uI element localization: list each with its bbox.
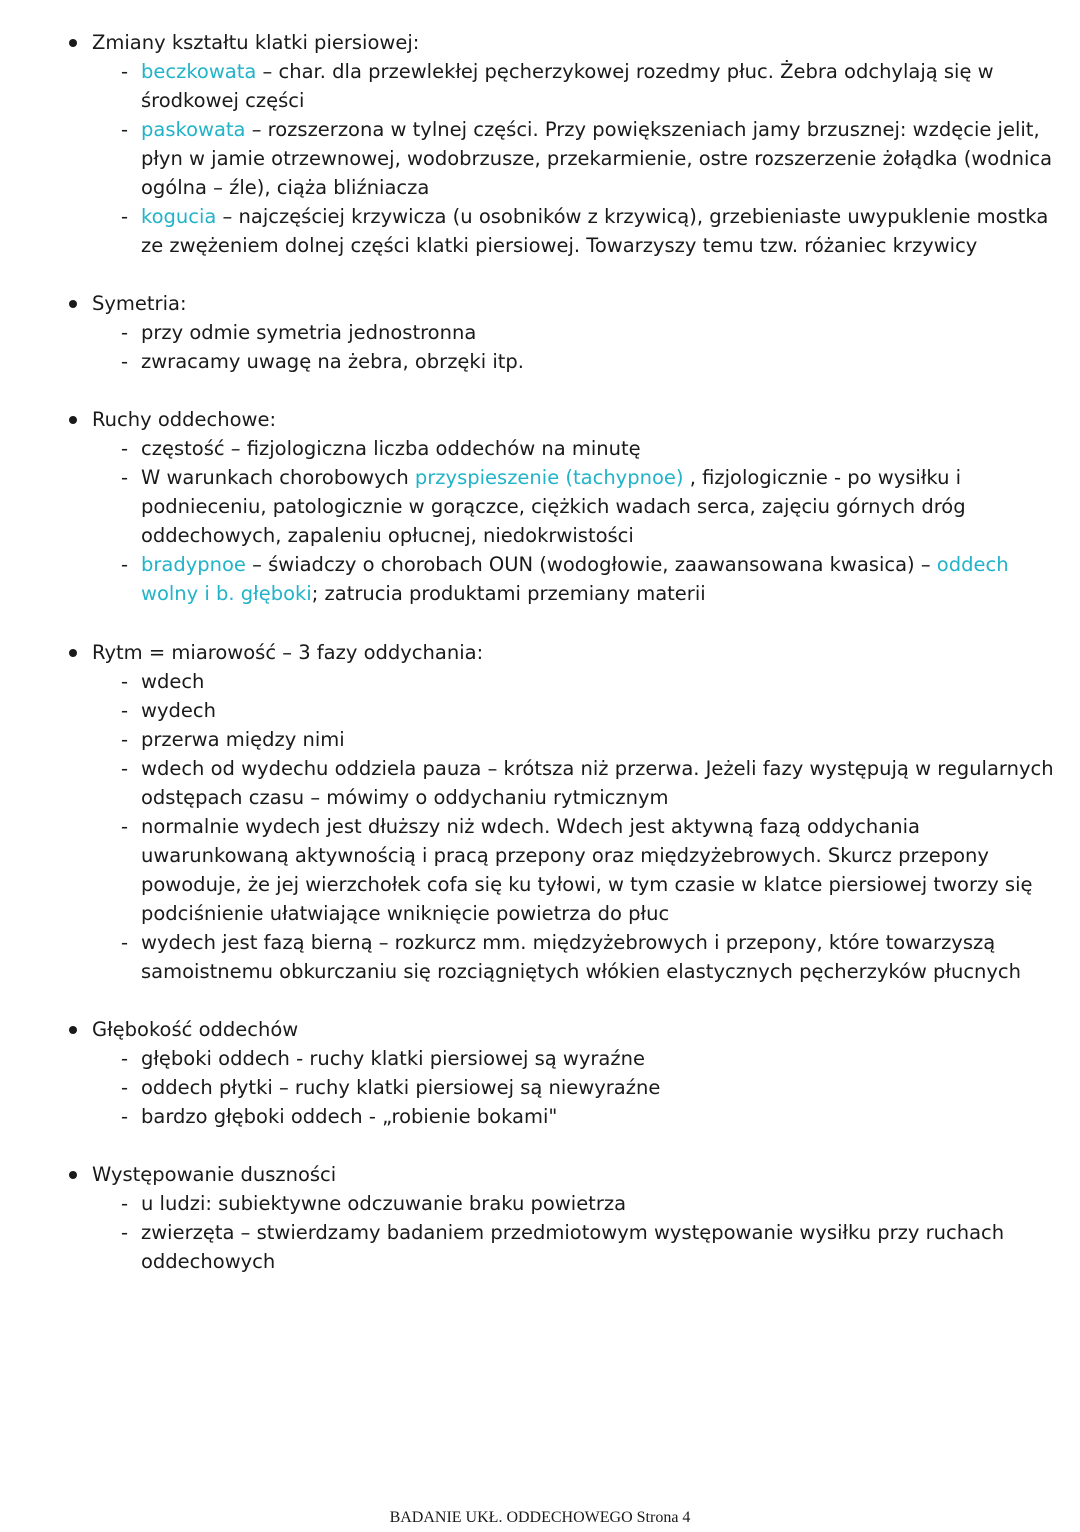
list-item — [115, 725, 1060, 754]
item-text: wydech — [141, 699, 216, 722]
highlighted-term: paskowata — [141, 118, 246, 141]
section-rhythm — [65, 638, 1060, 986]
section-heading: Ruchy oddechowe: — [65, 405, 1060, 434]
item-text: – rozszerzona w tylnej części. Przy powiększeniach jamy brzusznej: wzdęcie jelit, płyn w jamie otrzewnowej, wodobrzusze, przekarmienie, ostre rozszerzenie żołądka (wodnica ogólna – źle), ciąża bliźniacza — [141, 118, 1053, 199]
item-text: głęboki oddech - ruchy klatki piersiowej są wyraźne — [141, 1047, 645, 1070]
list-item — [115, 812, 1060, 928]
section-heading: Zmiany kształtu klatki piersiowej: — [65, 28, 1060, 57]
item-text: przerwa między nimi — [141, 728, 345, 751]
section-breathing-movements — [65, 405, 1060, 608]
item-text: u ludzi: subiektywne odczuwanie braku powietrza — [141, 1192, 627, 1215]
section-heading: Występowanie duszności — [65, 1160, 1060, 1189]
list-item — [115, 1189, 1060, 1218]
item-text: ; zatrucia produktami przemiany materii — [311, 582, 706, 605]
item-text: przy odmie symetria jednostronna — [141, 321, 477, 344]
list-item — [115, 202, 1060, 260]
list-item — [115, 318, 1060, 347]
item-text: normalnie wydech jest dłuższy niż wdech. Wdech jest aktywną fazą oddychania uwarunkowaną aktywnością i pracą przepony oraz międzyżebrowych. Skurcz przepony powoduje, że jej wierzchołek cofa się ku tyłowi, w tym czasie w klatce piersiowej tworzy się podciśnienie ułatwiające wniknięcie powietrza do płuc — [141, 815, 1033, 925]
bullet-list — [65, 667, 1060, 986]
list-item — [115, 1073, 1060, 1102]
bullet-list — [65, 1044, 1060, 1131]
list-item — [115, 463, 1060, 550]
item-text: wdech od wydechu oddziela pauza – krótsza niż przerwa. Jeżeli fazy występują w regularnych odstępach czasu – mówimy o oddychaniu rytmicznym — [141, 757, 1054, 809]
highlighted-term: beczkowata — [141, 60, 257, 83]
list-item — [115, 754, 1060, 812]
section-heading: Głębokość oddechów — [65, 1015, 1060, 1044]
section-heading: Rytm = miarowość – 3 fazy oddychania: — [65, 638, 1060, 667]
bullet-list — [65, 1189, 1060, 1276]
list-item — [115, 696, 1060, 725]
section-heading: Symetria: — [65, 289, 1060, 318]
bullet-list — [65, 434, 1060, 608]
list-item — [115, 347, 1060, 376]
list-item — [115, 57, 1060, 115]
item-text: – char. dla przewlekłej pęcherzykowej rozedmy płuc. Żebra odchylają się w środkowej części — [141, 60, 994, 112]
item-text: bardzo głęboki oddech - „robienie bokami" — [141, 1105, 558, 1128]
highlighted-term: przyspieszenie (tachypnoe) — [414, 466, 684, 489]
item-text: zwracamy uwagę na żebra, obrzęki itp. — [141, 350, 524, 373]
item-text: zwierzęta – stwierdzamy badaniem przedmiotowym występowanie wysiłku przy ruchach oddechowych — [141, 1221, 1005, 1273]
item-text: oddech płytki – ruchy klatki piersiowej są niewyraźne — [141, 1076, 661, 1099]
section-chest-shape — [65, 28, 1060, 260]
list-item — [115, 1044, 1060, 1073]
list-item — [115, 928, 1060, 986]
item-text: wdech — [141, 670, 205, 693]
item-text: wydech jest fazą bierną – rozkurcz mm. międzyżebrowych i przepony, które towarzyszą samoistnemu obkurczaniu się rozciągniętych włókien elastycznych pęcherzyków płucnych — [141, 931, 1022, 983]
list-item — [115, 1102, 1060, 1131]
highlighted-term: kogucia — [141, 205, 217, 228]
bullet-list — [65, 318, 1060, 376]
item-text: – świadczy o chorobach OUN (wodogłowie, zaawansowana kwasica) – — [245, 553, 937, 576]
highlighted-term: oddech wolny i b. głęboki — [141, 553, 1009, 605]
bullet-list — [65, 57, 1060, 260]
list-item — [115, 434, 1060, 463]
list-item — [115, 115, 1060, 202]
item-text: – najczęściej krzywicza (u osobników z krzywicą), grzebieniaste uwypuklenie mostka ze zwężeniem dolnej części klatki piersiowej. Towarzyszy temu tzw. różaniec krzywicy — [141, 205, 1049, 257]
item-text: W warunkach chorobowych — [141, 466, 415, 489]
highlighted-term: bradypnoe — [141, 553, 246, 576]
section-breathing-depth — [65, 1015, 1060, 1131]
item-text: częstość – fizjologiczna liczba oddechów na minutę — [141, 437, 641, 460]
section-dyspnea — [65, 1160, 1060, 1276]
list-item — [115, 667, 1060, 696]
list-item — [115, 550, 1060, 608]
list-item — [115, 1218, 1060, 1276]
section-symmetry — [65, 289, 1060, 376]
item-text: , fizjologicznie - po wysiłku i podnieceniu, patologicznie w gorączce, ciężkich wadach serca, zajęciu górnych dróg oddechowych, zapaleniu opłucnej, niedokrwistości — [141, 466, 966, 547]
page-footer: BADANIE UKŁ. ODDECHOWEGO Strona 4 — [389, 1509, 691, 1526]
